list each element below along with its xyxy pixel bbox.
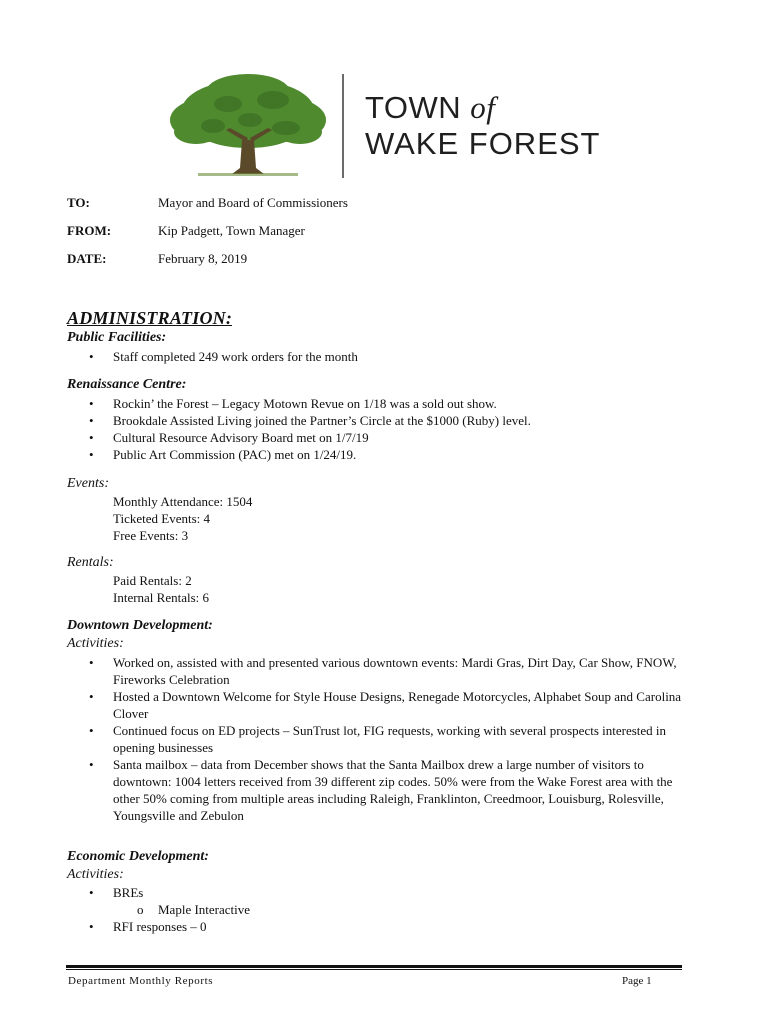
logo-town: TOWN [365, 90, 462, 125]
list-item: • BREs [67, 884, 687, 901]
to-label: TO: [67, 195, 90, 210]
public-facilities-heading: Public Facilities: [67, 330, 167, 345]
public-facilities-list [67, 348, 687, 365]
downtown-heading: Downtown Development: [67, 618, 213, 633]
rentals-heading: Rentals: [67, 555, 114, 570]
list-item: • Hosted a Downtown Welcome for Style House Designs, Renegade Motorcycles, Alphabet Soup and Carolina Clover [67, 688, 687, 722]
events-free: Free Events: 3 [113, 528, 189, 543]
list-item: • Cultural Resource Advisory Board met on 1/7/19 [67, 429, 687, 446]
date-label: DATE: [67, 251, 107, 266]
logo-divider [342, 74, 344, 178]
footer-rule [66, 965, 682, 968]
footer-rule-thin [66, 969, 682, 970]
list-item: • Continued focus on ED projects – SunTrust lot, FIG requests, working with several prospects interested in opening businesses [67, 722, 687, 756]
economic-heading: Economic Development: [67, 849, 209, 864]
rentals-internal: Internal Rentals: 6 [113, 590, 210, 605]
list-item: • Brookdale Assisted Living joined the Partner’s Circle at the $1000 (Ruby) level. [67, 412, 687, 429]
footer-title: Department Monthly Reports [68, 975, 214, 987]
downtown-activities-label: Activities: [67, 636, 124, 651]
list-item: • Public Art Commission (PAC) met on 1/24/19. [67, 446, 687, 463]
from-value: Kip Padgett, Town Manager [158, 223, 305, 238]
economic-list-2 [67, 918, 687, 935]
from-label: FROM: [67, 223, 112, 238]
rentals-list [113, 572, 209, 606]
list-item: • Staff completed 249 work orders for the month [67, 348, 687, 365]
downtown-list [67, 654, 687, 824]
list-item: • Rockin’ the Forest – Legacy Motown Revue on 1/18 was a sold out show. [67, 395, 687, 412]
rentals-paid: Paid Rentals: 2 [113, 573, 192, 588]
oak-tree-icon [168, 70, 328, 182]
list-item: • Santa mailbox – data from December shows that the Santa Mailbox drew a large number of visitors to downtown: 1004 letters received from 39 different zip codes. 50% were from the Wake Forest area with the other 50% coming from multiple areas including Raleigh, Franklinton, Creedmoor, Louisburg, Rolesville, Youngsville and Zebulon [67, 756, 687, 824]
to-value: Mayor and Board of Commissioners [158, 195, 348, 210]
administration-heading: ADMINISTRATION: [67, 308, 233, 328]
logo-wake-forest: WAKE FOREST [365, 126, 601, 161]
sub-list-item: Maple Interactive [158, 902, 251, 917]
economic-activities-label: Activities: [67, 867, 124, 882]
events-heading: Events: [67, 476, 109, 491]
renaissance-list [67, 395, 687, 463]
town-logo-wordmark [365, 90, 600, 162]
list-item: • Worked on, assisted with and presented various downtown events: Mardi Gras, Dirt Day, Car Show, FNOW, Fireworks Celebration [67, 654, 687, 688]
renaissance-heading: Renaissance Centre: [67, 377, 187, 392]
page-number: Page 1 [622, 975, 652, 987]
list-item: • RFI responses – 0 [67, 918, 687, 935]
events-list [113, 493, 252, 544]
events-ticketed: Ticketed Events: 4 [113, 511, 211, 526]
date-value: February 8, 2019 [158, 251, 248, 266]
sub-bullet-marker: o [137, 902, 144, 917]
events-attendance: Monthly Attendance: 1504 [113, 494, 253, 509]
logo-of: of [470, 90, 496, 125]
economic-list [67, 884, 687, 901]
